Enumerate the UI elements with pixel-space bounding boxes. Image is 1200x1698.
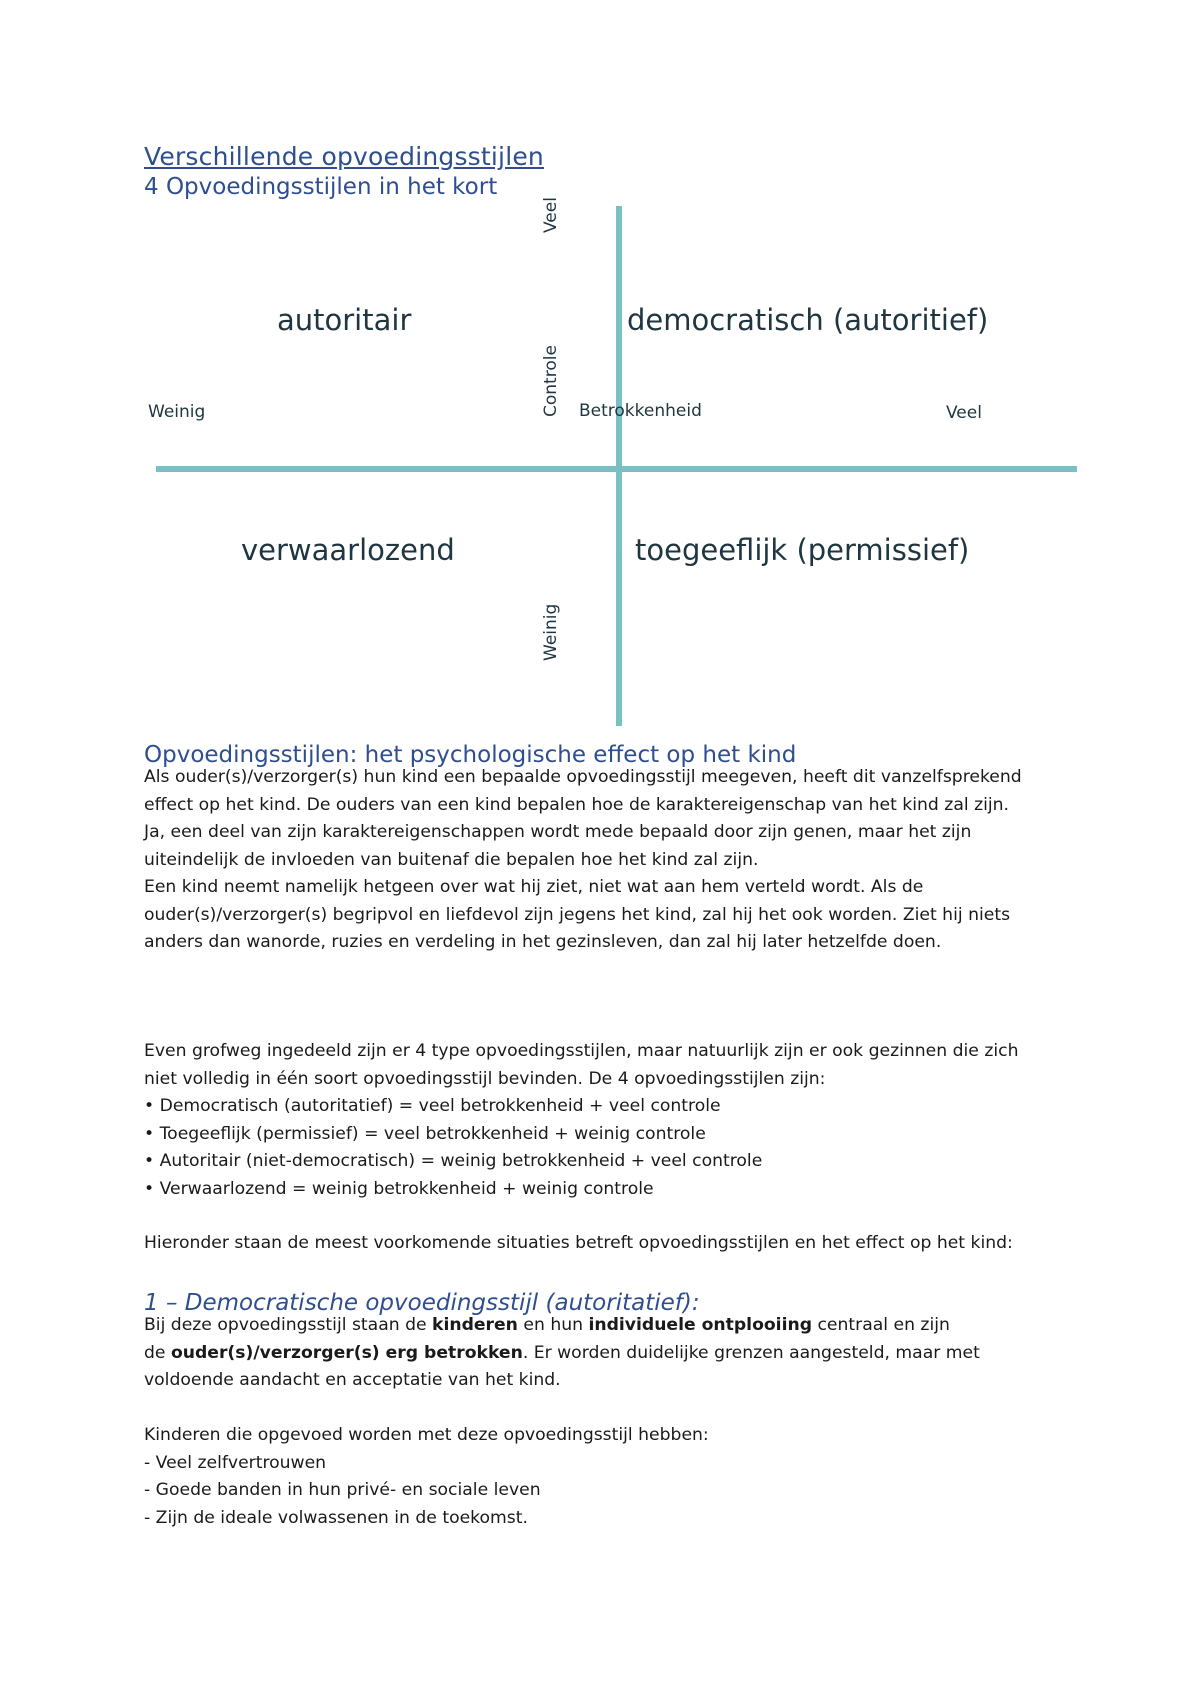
text-run: de [144, 1342, 171, 1363]
bullet-item: • Toegeeflijk (permissief) = veel betrokkenheid + weinig controle [144, 1123, 706, 1144]
section-heading-democratic: 1 – Democratische opvoedingsstijl (autoritatief): [144, 1290, 700, 1316]
bullet-item: • Democratisch (autoritatief) = veel betrokkenheid + veel controle [144, 1096, 721, 1116]
bold-text: individuele ontplooiing [588, 1315, 813, 1335]
bullet-item: • Autoritair (niet-democratisch) = weinig betrokkenheid + veel controle [144, 1151, 763, 1171]
paragraph-line: Kinderen die opgevoed worden met deze opvoedingsstijl hebben: [144, 1425, 709, 1445]
quadrant-bottom-right: toegeeflijk (permissief) [635, 533, 970, 567]
quadrant-top-left: autoritair [277, 303, 412, 337]
page-title: Verschillende opvoedingsstijlen [144, 142, 544, 171]
closing-paragraph [144, 1230, 1084, 1258]
x-axis-high-label: Veel [946, 403, 982, 423]
section-heading-effect: Opvoedingsstijlen: het psychologische effect op het kind [144, 742, 797, 768]
x-axis-title: Betrokkenheid [579, 401, 702, 421]
parenting-styles-diagram [148, 197, 1080, 740]
page-subtitle: 4 Opvoedingsstijlen in het kort [144, 174, 498, 200]
paragraph-line: uiteindelijk de invloeden van buitenaf die bepalen hoe het kind zal zijn. [144, 849, 759, 870]
x-axis-low-label: Weinig [148, 402, 206, 422]
list-item: - Veel zelfvertrouwen [144, 1452, 327, 1473]
quadrant-bottom-left: verwaarlozend [241, 533, 455, 567]
text-run: Bij deze opvoedingsstijl staan de [144, 1315, 433, 1335]
y-axis-high-label: Veel [541, 197, 561, 233]
y-axis-title: Controle [541, 345, 561, 417]
bullet-item: • Verwaarlozend = weinig betrokkenheid + weinig controle [144, 1178, 654, 1199]
text-run: centraal en zijn [812, 1315, 950, 1335]
paragraph-line: Even grofweg ingedeeld zijn er 4 type opvoedingsstijlen, maar natuurlijk zijn er ook gezinnen die zich [144, 1041, 1019, 1061]
paragraph-line: Als ouder(s)/verzorger(s) hun kind een bepaalde opvoedingsstijl meegeven, heeft dit vanzelfsprekend [144, 767, 1022, 787]
list-item: - Zijn de ideale volwassenen in de toekomst. [144, 1507, 528, 1528]
text-run: . Er worden duidelijke grenzen aangesteld, maar met [522, 1342, 980, 1363]
paragraph-line: niet volledig in één soort opvoedingsstijl bevinden. De 4 opvoedingsstijlen zijn: [144, 1068, 826, 1089]
text-run: en hun [517, 1315, 589, 1335]
paragraph-line: Een kind neemt namelijk hetgeen over wat hij ziet, niet wat aan hem verteld wordt. Als de [144, 877, 924, 897]
involvement-axis [156, 466, 1077, 472]
paragraph-line: ouder(s)/verzorger(s) begripvol en liefdevol zijn jegens het kind, zal hij het ook worden. Ziet hij niets [144, 904, 1011, 925]
democratic-effects-list [144, 1422, 1084, 1532]
effect-paragraph [144, 764, 1084, 957]
paragraph-line: Hieronder staan de meest voorkomende situaties betreft opvoedingsstijlen en het effect op het kind: [144, 1233, 1013, 1253]
paragraph-line [144, 1340, 1084, 1368]
paragraph-line [144, 1312, 1084, 1340]
y-axis-low-label: Weinig [541, 603, 561, 661]
bold-text: ouder(s)/verzorger(s) erg betrokken [170, 1342, 523, 1363]
quadrant-top-right: democratisch (autoritief) [627, 303, 989, 337]
democratic-paragraph [144, 1312, 1084, 1395]
paragraph-line: anders dan wanorde, ruzies en verdeling in het gezinsleven, dan zal hij later hetzelfde doen. [144, 932, 942, 952]
list-item: - Goede banden in hun privé- en sociale leven [144, 1480, 541, 1500]
paragraph-line: Ja, een deel van zijn karaktereigenschappen wordt mede bepaald door zijn genen, maar het zijn [144, 822, 972, 842]
paragraph-line: voldoende aandacht en acceptatie van het kind. [144, 1370, 561, 1390]
paragraph-line: effect op het kind. De ouders van een kind bepalen hoe de karaktereigenschap van het kind zal zijn. [144, 794, 1010, 815]
bold-text: kinderen [432, 1315, 518, 1335]
styles-intro-paragraph [144, 1038, 1084, 1203]
